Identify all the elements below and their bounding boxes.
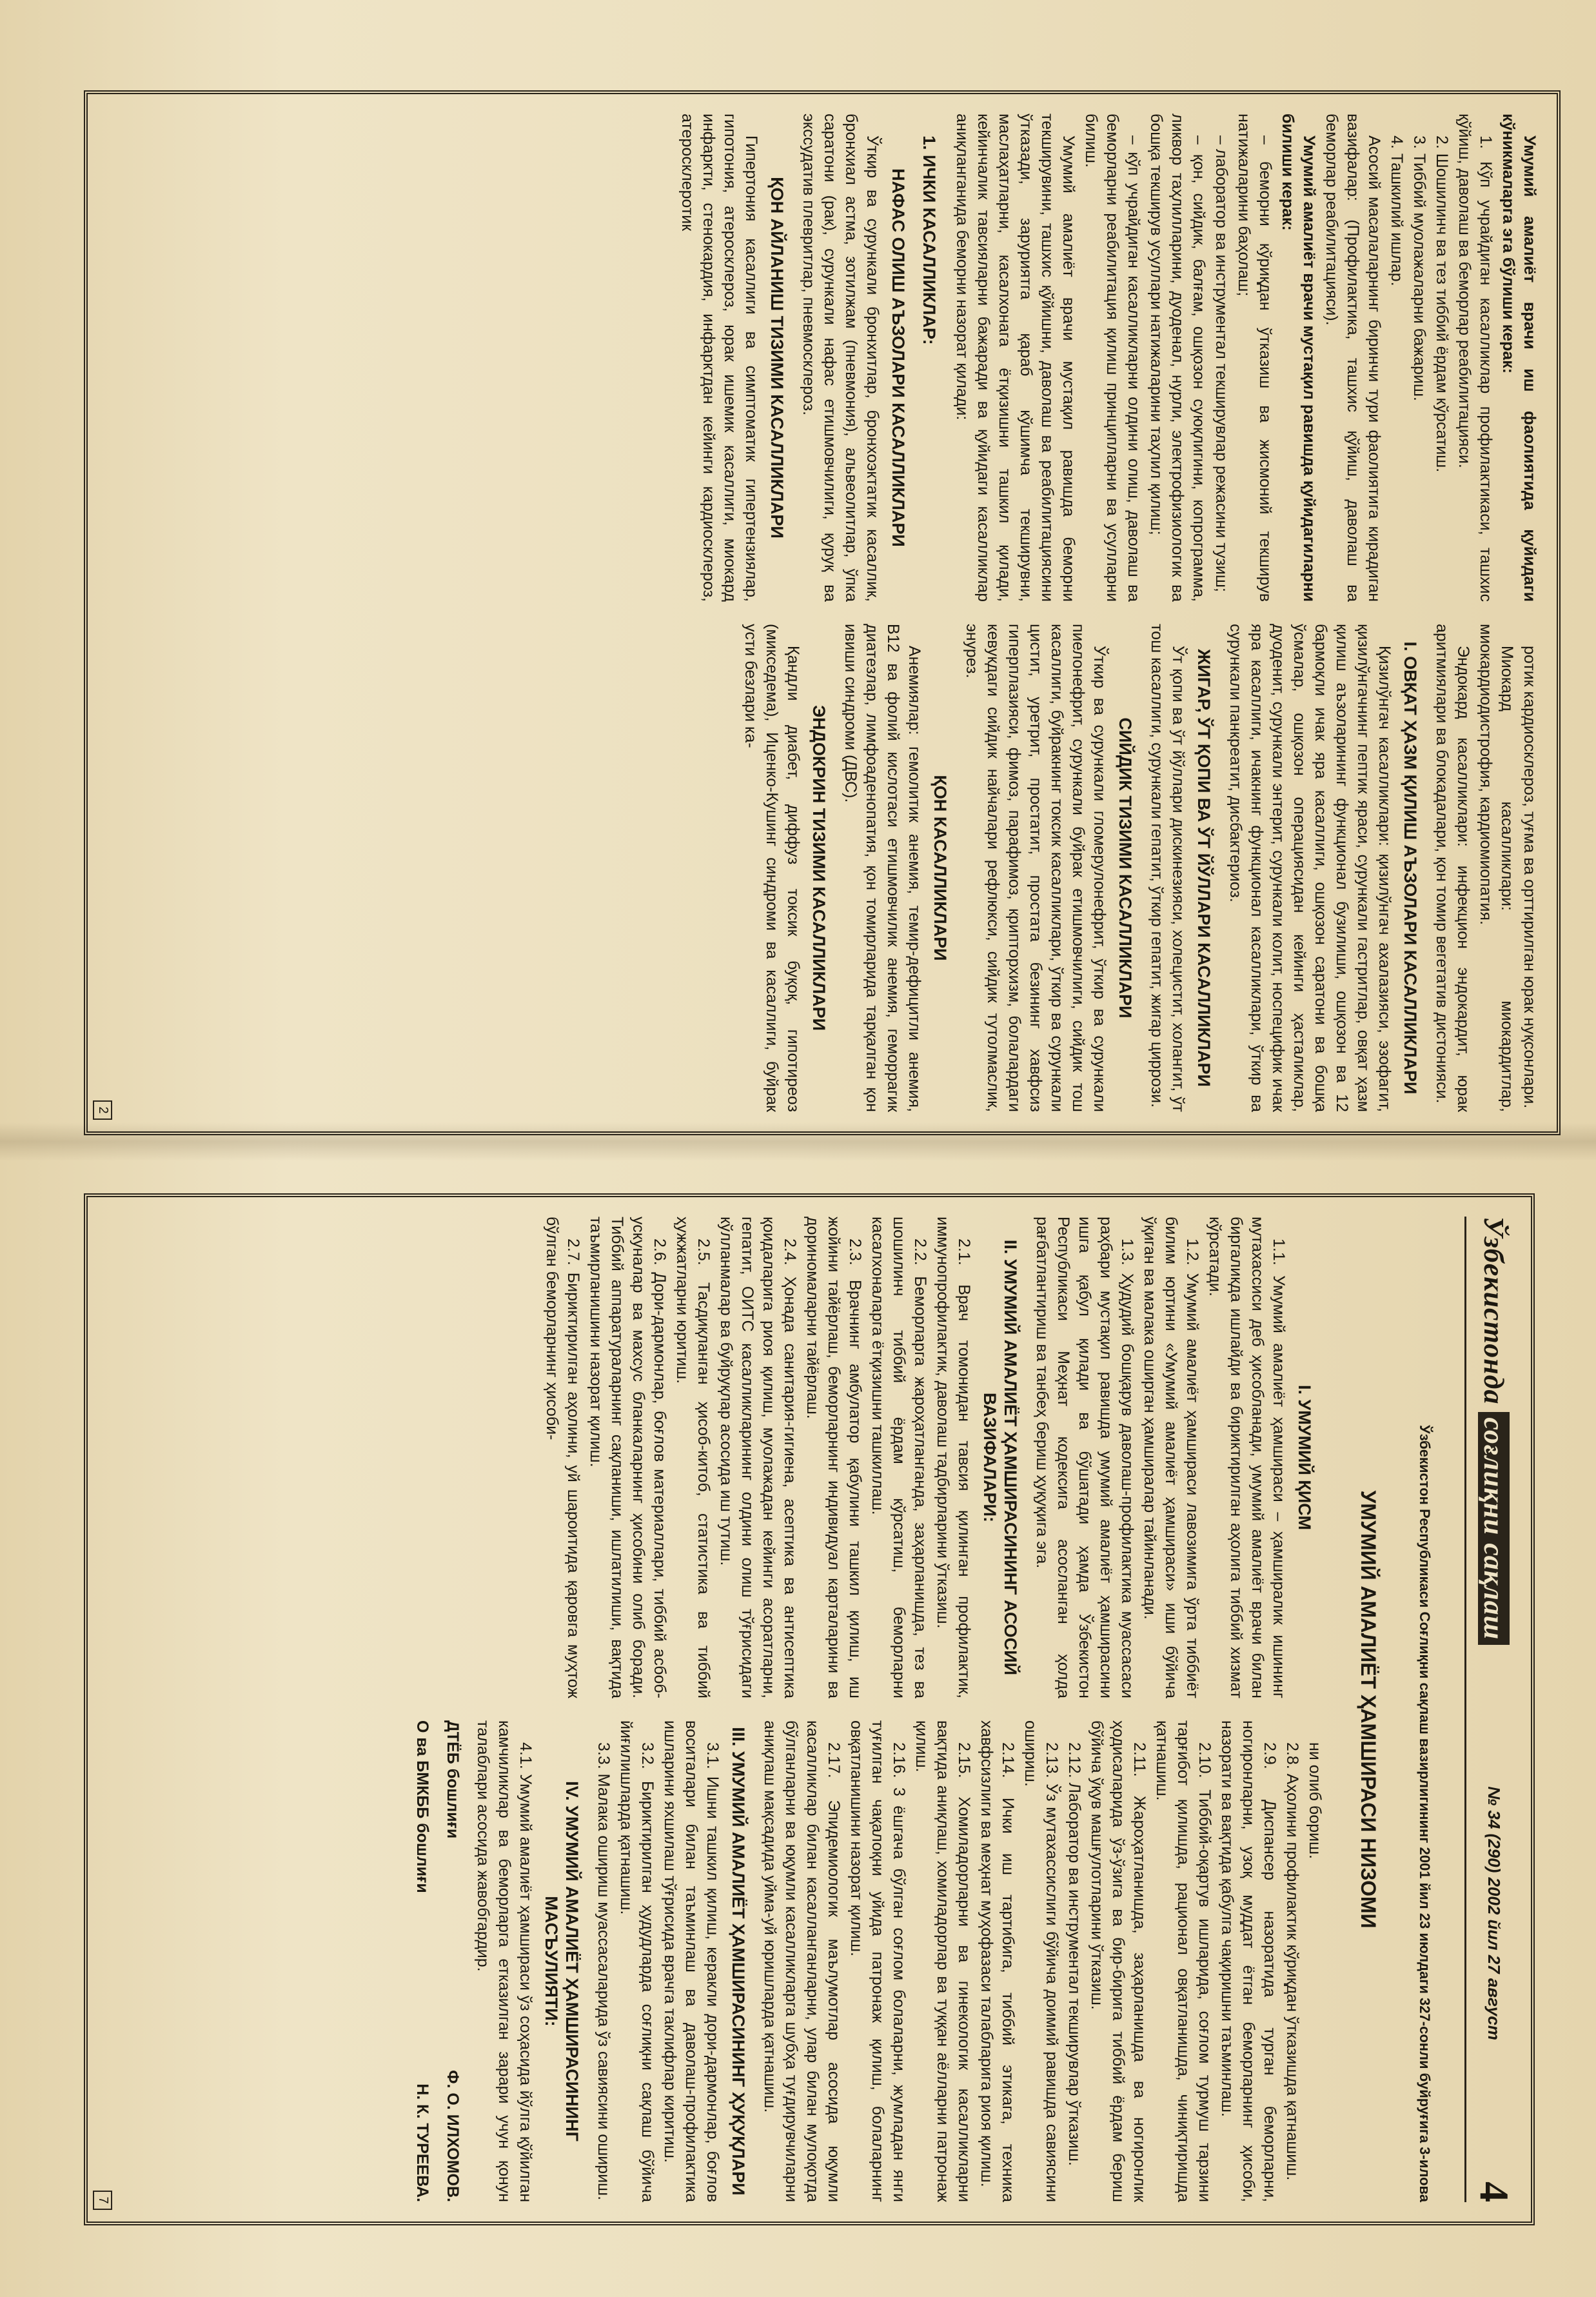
paragraph: 2.6. Дори-дармонлар, боғлов материаллари, тиббий асбоб-ускуналар ва махсус бланкаларнинг ҳисобини олиб боради. Тиббий аппаратураларнинг сақланиши, ишлатилиши, вақтида таъмирланишини назорат қилиш. (587, 1217, 669, 1698)
section-heading: I. УМУМИЙ ҚИСМ (1295, 1385, 1314, 1530)
page-box-number: 7 (93, 2191, 112, 2210)
issue-date: № 34 (290) 2002 йил 27 август (1484, 1786, 1504, 2040)
signature-name-1: Ф. О. ИЛХОМОВ. (444, 2070, 462, 2202)
paragraph: – қон, сийдик, балғам, ошқозон суюқлигини, копрограмма, ликвор таҳлилларини, дуоденал, нурли, электрофизиологик ва бошқа текширув усуллари натижаларини таҳлил қилиш; (1147, 114, 1208, 602)
section-heading: III. УМУМИЙ АМАЛИЁТ ҲАМШИРАСИНИНГ ҲУҚУҚЛАРИ (729, 1727, 748, 2196)
decree-reference: Ўзбекистон Республикаси Соғлиқни сақлаш вазирлигининг 2001 йил 23 июлдаги 327-сонли буйруғига 3-илова (1417, 1425, 1433, 2202)
paragraph: 1. Кўп учрайдиган касалликлар профилактикаси, ташхис қўйиш, даволаш ва беморлар реабилитацияси. (1455, 114, 1495, 602)
section-heading: ҚОН КАСАЛЛИКЛАРИ (931, 775, 950, 961)
paragraph: Умумий амалиёт врачи мустақил равишда қуйидагиларни билиши керак: (1279, 114, 1318, 602)
columns (104, 1217, 1325, 2202)
signature-role-2: О ва БМКББ бошлиғи (413, 1720, 431, 1893)
paragraph: Ўткир ва сурункали гломерулонефрит, ўткир ва сурункали пиелонефрит, сурункали буйрак етишмовчилиги, сийдик тош касаллиги, буйракнинг токсик касалликлари, ўткир ва сурункали цистит, уретрит, простатит, простата безининг хавфсиз гиперплазияси, фимоз, парафимоз, крипторхизм, болалардаги кевукдаги сийдик найчалари рефлюкси, сийдик тутолмаслик, энурез. (963, 624, 1108, 1112)
article-column-1 (104, 1217, 1325, 1698)
paragraph: 2.15. Хомиладорларни ва гинекологик касалликларни вақтида аниқлаш, хомиладорлар ва туққан аёлларни патронаж қилиш. (912, 1720, 973, 2202)
paragraph: 2.12. Лаборатор ва инструментал текширувлар ўтказиш. (1065, 1742, 1083, 2166)
paragraph: Умумий амалиёт врачи мустақил равишда беморни текширувини, ташхис қўйишни, даволаш ва реабилитациясини ўтказади, заруриятга қараб кўшимча текширувни, маслаҳатларни, касалхонага ётқизишни ташкил қилади, кейинчалик тавсияларни бажаради ва қуйидаги касалликлар аниқланганида беморни назорат қилади: (953, 114, 1078, 602)
paragraph: 2.7. Бириктирилган аҳолини, уй шароитида қаровга муҳтож бўлган беморларнинг ҳисоби- (543, 1217, 582, 1698)
paragraph: 2.17. Эпидемиологик маълумотлар асосида юқумли касалликлар билан касалланганларни, улар билан мулоқотда бўлганларни ва юқумли касалликларга шубҳа туғдирувчиларни аниқлаш мақсадида уйма-уй юришларда қатнашиш. (761, 1720, 843, 2202)
paragraph: 2.4. Ҳонада санитария-гигиена, асептика ва антисептика қоидаларига риоя қилиш, муолажадан кейинги асоратларни, гепатит, ОИТС касалликларининг олдини олиш тўғрисидаги кўлланмалар ва буйруқлар асосида иш тутиш. (717, 1217, 799, 1698)
page-number: 4 (1472, 2181, 1517, 2202)
paragraph: 2.10. Тиббий-оқартув ишларида, соғлом турмуш тарзини тарғибот қилишда, рационал овқатланишда, чиниқтиришда қатнашиш. (1153, 1720, 1214, 2202)
paragraph: ротик кардиосклероз, туғма ва орттирилган юрак нуқсонлари. (1521, 646, 1539, 1109)
signature-name-2: Н. К. ТУРЕЕВА. (413, 2083, 431, 2202)
paragraph: – беморни кўриқдан ўтказиш ва жисмоний текширув натижаларини баҳолаш; (1235, 114, 1274, 602)
paragraph: Эндокард касалликлари: инфекцион эндокардит, юрак аритмиялари ва блокадалари, қон томир вегетатив дистонияси. (1433, 624, 1472, 1112)
article-frame (84, 1193, 1535, 2225)
article-column-1 (104, 114, 1540, 602)
column-body (472, 1720, 1325, 2202)
document-title: УМУМИЙ АМАЛИЁТ ҲАМШИРАСИ НИЗОМИ (1357, 1490, 1380, 1929)
paragraph: Ўткир ва сурункали бронхитлар, бронхоэктатик касаллик, бронхиал астма, зотилжам (пневмония), альвеолитлар, ўпка саратони (рак), сурункали нафас етишмовчилиги, қуруқ ва экссудатив плевритлар, пневмосклероз. (800, 114, 882, 602)
paragraph: 2. Шошилинч ва тез тиббий ёрдам кўрсатиш. (1433, 135, 1451, 473)
section-heading: ЭНДОКРИН ТИЗИМИ КАСАЛЛИКЛАРИ (809, 704, 829, 1031)
section-heading: НАФАС ОЛИШ АЪЗОЛАРИ КАСАЛЛИКЛАРИ (889, 168, 908, 547)
paragraph: 2.13. Ўз мутахассислиги бўйича доимий равишда савиясини ошириш. (1021, 1720, 1061, 2202)
paragraph: 2.16. 3 ёшгача бўлган соғлом болаларни, жумладан янги туғилган чақалоқни уйида патронаж қилиш, болаларнинг овқатланишини назорат қилиш. (847, 1720, 908, 2202)
paragraph: 1.3. Ҳудудий бошқарув даволаш-профилактика муассасаси раҳбари мустақил равишда умумий амалиёт ҳамширасини ишга қабул қилади ва бўшатади ҳамда Ўзбекистон Республикаси Меҳнат кодексига асосланган ҳолда рағбатлантириш ва танбеҳ бериш ҳуқуқига эга. (1033, 1217, 1136, 1698)
paragraph: Асосий масалаларнинг биринчи тури фаолиятига кирадиган вазифалар: (Профилактика, ташхис қўйиш, даволаш ва беморлар реабилитацияси). (1323, 114, 1383, 602)
paragraph: Миокард касалликлари: миокардитлар, миокардиодистрофия, кардиомиопатия. (1477, 624, 1516, 1112)
paragraph: ни олиб бориш. (1306, 1742, 1324, 1859)
article-page-bottom (84, 1193, 1535, 2225)
paragraph: 3.1. Ишни ташкил қилиш, керакли дори-дармонлар, боғлов воситалари билан таъминлаш ва даволаш-профилактика ишларини яхшилаш тўғрисида врачга таклифлар киритиш. (661, 1720, 722, 2202)
paragraph: 2.14. Ички иш тартибига, тиббий этикага, техника хавфсизлиги ва меҳнат муҳофазаси талабларига риоя қилиш. (978, 1720, 1017, 2202)
paragraph: Қизилўнгач касалликлари: қизилўнгач ахалазияси, эзофагит, қизилўнгачнинг пептик яраси, сурункали гастритлар, овқат ҳазм қилиш аъзоларининг функционал бузилиши, ошқозон ва 12 бармоқли ичак яра касаллиги, ошқозон саратони ва бошқа ўсмалар, ошқозон операциясидан кейинги ҳасталиклар, дуоденит, сурункали энтерит, сурункали колит, носпецифик ичак яра касаллиги, ичакнинг функционал касалликлари, ўткир ва сурункали панкреатит, дисбактериоз. (1227, 624, 1394, 1112)
paragraph: 3.2. Бириктирилган ҳудудларда соғлиқни сақлаш бўйича йиғилишларда қатнашиш. (617, 1720, 656, 2202)
paragraph: Анемиялар: гемолитик анемия, темир-дефицитли анемия, B12 ва фолий кислотаси етишмовчилик анемия, геморрагик диатезлар, лимфоаденопатия, қон томирларида тарқалган қон ивиши синдроми (ДВС). (842, 624, 923, 1112)
paragraph: 2.1. Врач томонидан тавсия қилинган профилактик, иммунопрофилактик, даволаш тадбирларини ўтказиш. (934, 1217, 973, 1698)
paragraph: Гипертония касаллиги ва симптоматик гипертензиялар, гипотония, атеросклероз, юрак ишемик касаллиги, миокард инфаркти, стенокардия, инфарктдан кейинги кардиосклероз, атеросклеротик (678, 114, 760, 602)
article-column-2 (104, 624, 1540, 1112)
signature-row-1 (442, 1720, 463, 2202)
article-page-top (84, 90, 1561, 1135)
paragraph: 2.8. Аҳолини профилактик кўриқдан ўтказишда қатнашиш. (1283, 1742, 1301, 2181)
paragraph: 2.9. Диспансер назоратида турган беморларни, ногиронларни, узоқ муддат ётган беморларнинг ҳисоби, назорати ва вақтида қабулга чақиришни таъминлаш. (1218, 1720, 1279, 2202)
paragraph: 3.3. Малака ошириш муассасаларида ўз савиясини ошириш. (595, 1742, 613, 2201)
section-heading: 1. ИЧКИ КАСАЛЛИКЛАР: (920, 135, 939, 345)
section-heading: IV. УМУМИЙ АМАЛИЁТ ҲАМШИРАСИНИНГ МАСЪУЛИЯТИ: (542, 1781, 582, 2142)
paragraph: 2.11. Жароҳатланишда, заҳарланишда ва ногиронлик ҳодисаларида ўз-ўзига ва бир-бирига тиббий ёрдам бериш бўйича ўқув машғулотларини ўтказиш. (1088, 1720, 1148, 2202)
paragraph: Ўт қопи ва ўт йўллари дискинезияси, холецистит, холангит, ўт тош касаллиги, сурункали гепатит, ўткир гепатит, жигар циррози. (1148, 624, 1187, 1112)
section-heading: ЖИГАР, ЎТ ҚОПИ ВА ЎТ ЙЎЛЛАРИ КАСАЛЛИКЛАРИ (1194, 649, 1214, 1087)
masthead-title (1478, 1217, 1511, 1645)
paragraph: Умумий амалиёт врачи иш фаолиятида қуйидаги кўникмаларга эга бўлиши керак: (1499, 114, 1539, 602)
signature-row-2 (411, 1720, 433, 2202)
paragraph: 2.3. Врачнинг амбулатор қабулини ташкил қилиш, иш жойини тайёрлаш, беморларнинг индивидуал карталарини ва дориномаларни тайёрлаш. (803, 1217, 864, 1698)
paragraph: 2.5. Тасдиқланган ҳисоб-китоб, статистика ва тиббий ҳужжатларни юритиш. (673, 1217, 713, 1698)
paragraph: 4.1. Умумий амалиёт ҳамшираси ўз соҳасида йўлга қўйилган камчиликлар ва беморларга етказилган зарари учун қонун талаблари асосида жавобгардир. (474, 1720, 535, 2202)
paragraph: Қандли диабет, диффуз токсик буқоқ, гипотиреоз (микседема), Иценко-Кушинг синдроми ва касаллиги, буйрак усти безлари ка- (742, 624, 802, 1112)
page-box-number: 2 (93, 1100, 112, 1120)
masthead-title-a: Ўзбекистонда (1478, 1217, 1510, 1405)
masthead (1464, 1217, 1518, 2202)
paragraph: 2.2. Беморларга жароҳатланганда, заҳарланишда, тез ва шошилинч тиббий ёрдам кўрсатиш, беморларни касалхоналарга ётқизишни ташкиллаш. (869, 1217, 929, 1698)
section-heading: СИЙДИК ТИЗИМИ КАСАЛЛИКЛАРИ (1116, 717, 1135, 1019)
paragraph: 1.2. Умумий амалиёт ҳамшираси лавозимига ўрта тиббиёт билим юртини «Умумий амалиёт ҳамшираси» иши бўйича ўқиган ва малака оширган ҳамширалар тайинланади. (1141, 1217, 1201, 1698)
section-heading: ҚОН АЙЛАНИШ ТИЗИМИ КАСАЛЛИКЛАРИ (767, 177, 787, 539)
section-heading: II. УМУМИЙ АМАЛИЁТ ҲАМШИРАСИНИНГ АСОСИЙ ВАЗИФАЛАРИ: (980, 1239, 1020, 1676)
paragraph: – кўп учрайдиган касалликларни олдини олиш, даволаш ва беморларни реабилитация қилиш принципларни ва усулларни билиш. (1082, 114, 1143, 602)
paragraph: – лаборатор ва инструментал текширувлар режасини тузиш; (1212, 135, 1230, 592)
paragraph: 1.1. Умумий амалиёт ҳамшираси – ҳамширалик ишининг мутахассиси деб ҳисобланади, умумий амалиёт врачи билан биргаликда ишлайди ва бириктирилган аҳолига тиббий хизмат кўрсатади. (1206, 1217, 1288, 1698)
article-frame (84, 90, 1561, 1135)
masthead-title-b: соғлиқни сақлаш (1479, 1412, 1510, 1645)
paragraph: 4. Ташкилий ишлар. (1388, 135, 1406, 286)
signature-role-1: ДТЁБ бошлиғи (444, 1720, 462, 1839)
article-column-2 (104, 1720, 1325, 2202)
paragraph: 3. Тиббий муолажаларни бажариш. (1410, 135, 1428, 401)
section-heading: I. ОВҚАТ ҲАЗМ ҚИЛИШ АЪЗОЛАРИ КАСАЛЛИКЛАРИ (1401, 641, 1420, 1095)
